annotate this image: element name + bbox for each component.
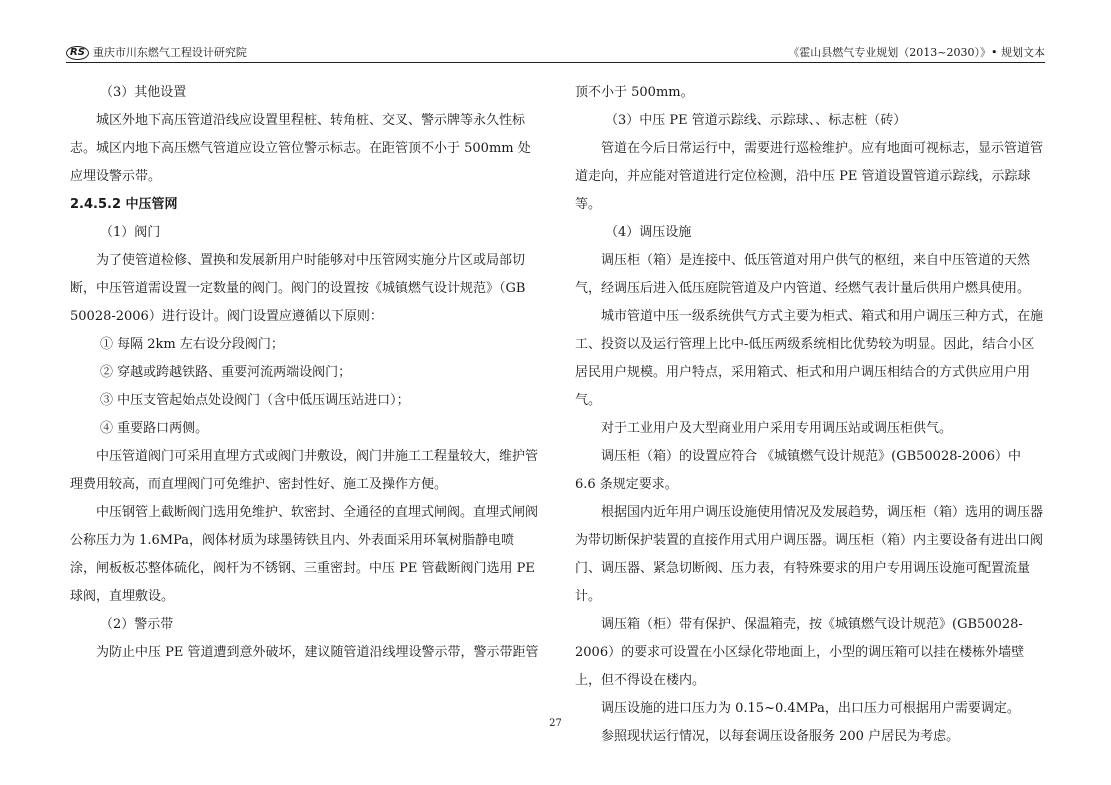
- page-header: [66, 38, 1045, 63]
- left-column: [70, 79, 540, 667]
- paragraph: （3）中压 PE 管道示踪线、示踪球、、标志桩（砖）: [605, 113, 907, 128]
- paragraph: 根据国内近年用户调压设施使用情况及发展趋势，调压柜（箱）选用的调压器为带切断保护装置的直接作用式用户调压器。调压柜（箱）内主要设备有进出口阀门、调压器、紧急切断阀、压力表，有特殊要求的用户专用调压设施可配置流量计。: [575, 505, 1044, 604]
- paragraph: ① 每隔 2km 左右设分段阀门；: [100, 337, 284, 352]
- paragraph: 调压柜（箱）的设置应符合 《城镇燃气设计规范》(GB50028-2006）中 6.6 条规定要求。: [575, 449, 1021, 492]
- paragraph: ④ 重要路口两侧。: [100, 421, 209, 436]
- company-logo-icon: RS: [66, 46, 89, 60]
- paragraph: （2）警示带: [100, 617, 174, 632]
- paragraph: ② 穿越或跨越铁路、重要河流两端设阀门；: [100, 365, 352, 380]
- paragraph: 顶不小于 500mm。: [575, 85, 694, 100]
- paragraph: 调压设施的进口压力为 0.15~0.4MPa，出口压力可根据用户需要调定。: [601, 701, 1020, 716]
- paragraph: 对于工业用户及大型商业用户采用专用调压站或调压柜供气。: [601, 421, 953, 436]
- header-left: [66, 44, 247, 60]
- paragraph: （1）阀门: [100, 225, 161, 240]
- paragraph: 为防止中压 PE 管道遭到意外破坏，建议随管道沿线埋设警示带，警示带距管: [96, 645, 539, 660]
- paragraph: 调压柜（箱）是连接中、低压管道对用户供气的枢纽，来自中压管道的天然气，经调压后进入低压庭院管道及户内管道、经燃气表计量后供用户燃具使用。: [575, 253, 1031, 296]
- paragraph: （3）其他设置: [100, 85, 187, 100]
- paragraph: 参照现状运行情况，以每套调压设备服务 200 户居民为考虑。: [601, 729, 960, 744]
- header-document-title: 《霍山县燃气专业规划（2013~2030）》• 规划文本: [788, 46, 1045, 59]
- paragraph: （4）调压设施: [605, 225, 692, 240]
- section-heading: 2.4.5.2 中压管网: [70, 197, 178, 212]
- header-organization: 重庆市川东燃气工程设计研究院: [92, 46, 247, 59]
- paragraph: 调压箱（柜）带有保护、保温箱壳，按《城镇燃气设计规范》(GB50028-2006）的要求可设置在小区绿化带地面上，小型的调压箱可以挂在楼栋外墙壁上，但不得设在楼内。: [575, 617, 1025, 688]
- paragraph: 城区外地下高压管道沿线应设置里程桩、转角桩、交叉、警示牌等永久性标志。城区内地下高压燃气管道应设立管位警示标志。在距管顶不小于 500mm 处应埋设警示带。: [70, 113, 531, 184]
- page-number: 27: [549, 718, 562, 729]
- right-column: [575, 79, 1045, 751]
- paragraph: 管道在今后日常运行中，需要进行巡检维护。应有地面可视标志，显示管道管道走向，并应能对管道进行定位检测，沿中压 PE 管道设置管道示踪线，示踪球等。: [575, 141, 1044, 212]
- paragraph: 城市管道中压一级系统供气方式主要为柜式、箱式和用户调压三种方式，在施工、投资以及运行管理上比中-低压两级系统相比优势较为明显。因此，结合小区居民用户规模。用户特点，采用箱式、柜式和用户调压相结合的方式供应用户用气。: [575, 309, 1044, 408]
- paragraph: 为了使管道检修、置换和发展新用户时能够对中压管网实施分片区或局部切断，中压管道需设置一定数量的阀门。阀门的设置按《城镇燃气设计规范》（GB 50028-2006）进行设计。阀门设置应遵循以下原则：: [70, 253, 526, 324]
- paragraph: ③ 中压支管起始点处设阀门（含中低压调压站进口）；: [100, 393, 410, 408]
- paragraph: 中压钢管上截断阀门选用免维护、软密封、全通径的直埋式闸阀。直埋式闸阀公称压力为 1.6MPa，阀体材质为球墨铸铁且内、外表面采用环氧树脂静电喷涂，闸板板芯整体硫化，阀杆为不锈钢、三重密封。中压 PE 管截断阀门选用 PE 球阀，直埋敷设。: [70, 505, 539, 604]
- paragraph: 中压管道阀门可采用直埋方式或阀门井敷设，阀门井施工工程量较大，维护管理费用较高，而直埋阀门可免维护、密封性好、施工及操作方便。: [70, 449, 539, 492]
